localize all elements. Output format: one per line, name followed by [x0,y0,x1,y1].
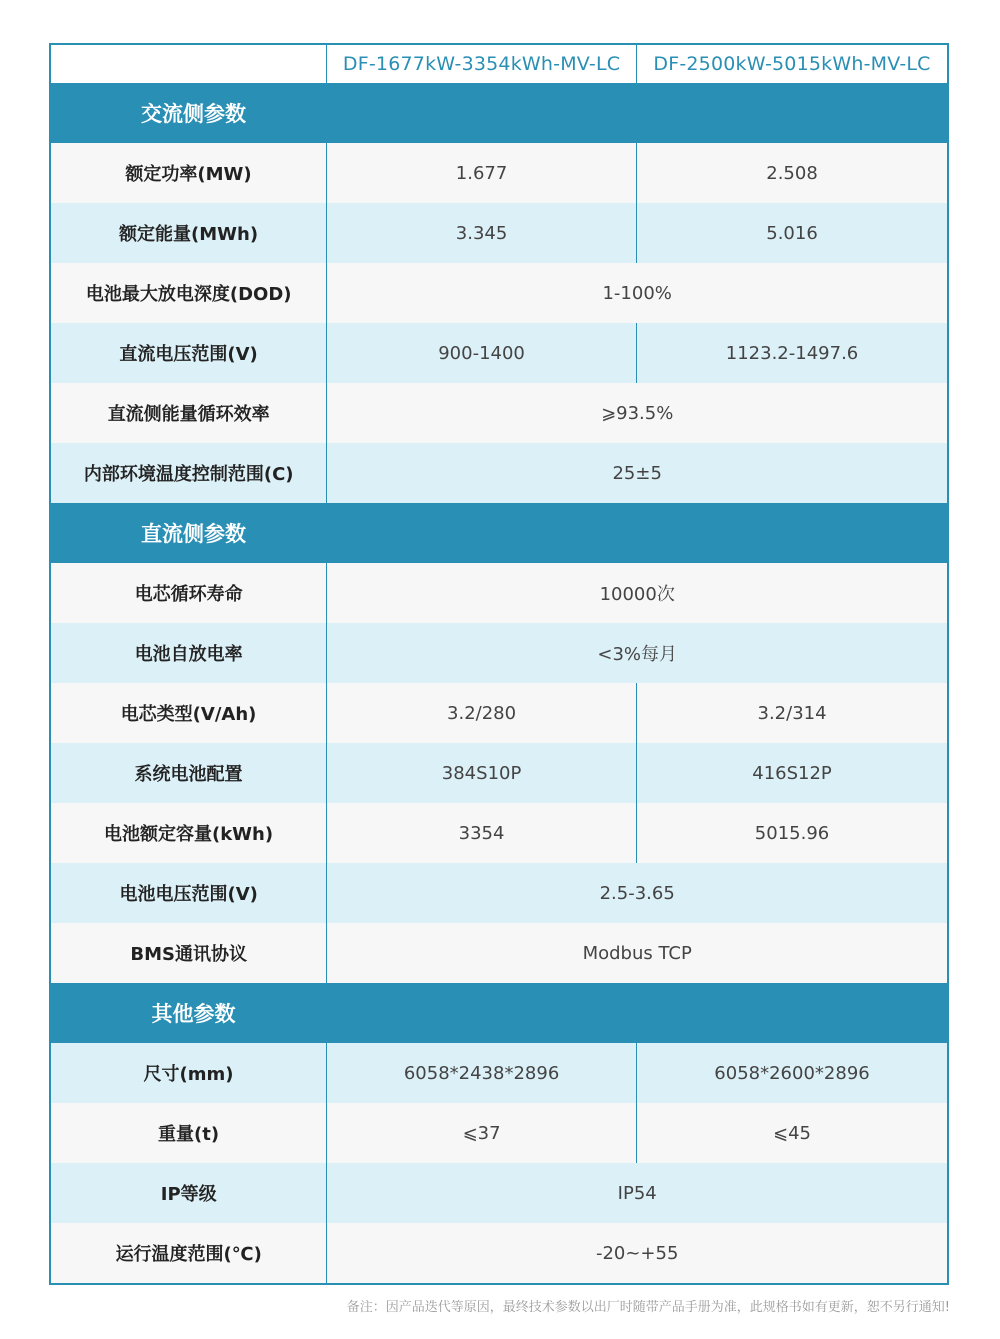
table-row [51,683,947,743]
param-label: 电池电压范围(V) [51,863,327,923]
section-header-row [51,983,947,1043]
table-row [51,1163,947,1223]
table-row [51,923,947,983]
param-label: 额定功率(MW) [51,143,327,203]
spec-table [49,43,949,1285]
param-value-model-1: 900-1400 [327,323,637,383]
param-value-shared: IP54 [617,1182,657,1204]
param-label: 系统电池配置 [51,743,327,803]
table-row [51,623,947,683]
param-label: 直流电压范围(V) [51,323,327,383]
table-row [51,803,947,863]
param-value-shared: 25±5 [612,462,662,484]
param-label: 电池额定容量(kWh) [51,803,327,863]
param-value-model-1: 3354 [327,803,637,863]
table-row [51,563,947,623]
param-value-model-2: 6058*2600*2896 [714,1062,870,1084]
section-header-row [51,83,947,143]
model-name-1: DF-1677kW-3354kWh-MV-LC [327,45,637,83]
param-value-model-1: 6058*2438*2896 [327,1043,637,1103]
param-value-model-1: 3.2/280 [327,683,637,743]
model-name-2: DF-2500kW-5015kWh-MV-LC [637,45,947,83]
param-value-shared: 2.5-3.65 [599,882,675,904]
param-value-model-2: 3.2/314 [757,702,827,724]
section-title: 交流侧参数 [141,102,246,126]
param-label: 运行温度范围(℃) [51,1223,327,1283]
table-row [51,863,947,923]
param-value-model-1: 1.677 [327,143,637,203]
param-value-model-2: 1123.2-1497.6 [725,342,859,364]
param-value-model-1: 384S10P [327,743,637,803]
param-value-model-1: ⩽37 [327,1103,637,1163]
table-row [51,323,947,383]
section-header-row [51,503,947,563]
table-row [51,1223,947,1283]
param-value-shared: <3%每月 [597,644,678,665]
section-title: 其他参数 [151,1002,236,1026]
footnote: 备注：因产品迭代等原因，最终技术参数以出厂时随带产品手册为准，此规格书如有更新，恕不另行通知! [346,1300,950,1315]
param-label: 电芯循环寿命 [51,563,327,623]
table-row [51,1103,947,1163]
model-header-row [51,45,947,83]
param-label: 额定能量(MWh) [51,203,327,263]
param-value-model-2: ⩽45 [773,1122,812,1144]
param-label: 直流侧能量循环效率 [51,383,327,443]
param-label: 电池自放电率 [51,623,327,683]
param-label: BMS通讯协议 [51,923,327,983]
param-value-shared: Modbus TCP [582,942,692,964]
table-row [51,383,947,443]
table-row [51,203,947,263]
param-value-model-1: 3.345 [327,203,637,263]
table-row [51,1043,947,1103]
param-label: 尺寸(mm) [51,1043,327,1103]
param-label: 电芯类型(V/Ah) [51,683,327,743]
param-label: 电池最大放电深度(DOD) [51,263,327,323]
table-row [51,143,947,203]
param-label: 内部环境温度控制范围(C) [51,443,327,503]
table-row [51,743,947,803]
param-value-model-2: 5015.96 [754,822,830,844]
param-value-model-2: 416S12P [752,762,832,784]
table-row [51,443,947,503]
param-label: IP等级 [51,1163,327,1223]
param-value-model-2: 5.016 [766,222,818,244]
table-row [51,263,947,323]
header-corner-cell [51,45,327,83]
param-value-shared: ⩾93.5% [601,402,674,424]
section-title: 直流侧参数 [141,522,246,546]
table-body [51,83,947,1283]
param-value-shared: 1-100% [602,282,672,304]
param-value-model-2: 2.508 [766,162,818,184]
param-value-shared: -20~+55 [595,1242,679,1264]
param-value-shared: 10000次 [599,584,675,605]
param-label: 重量(t) [51,1103,327,1163]
